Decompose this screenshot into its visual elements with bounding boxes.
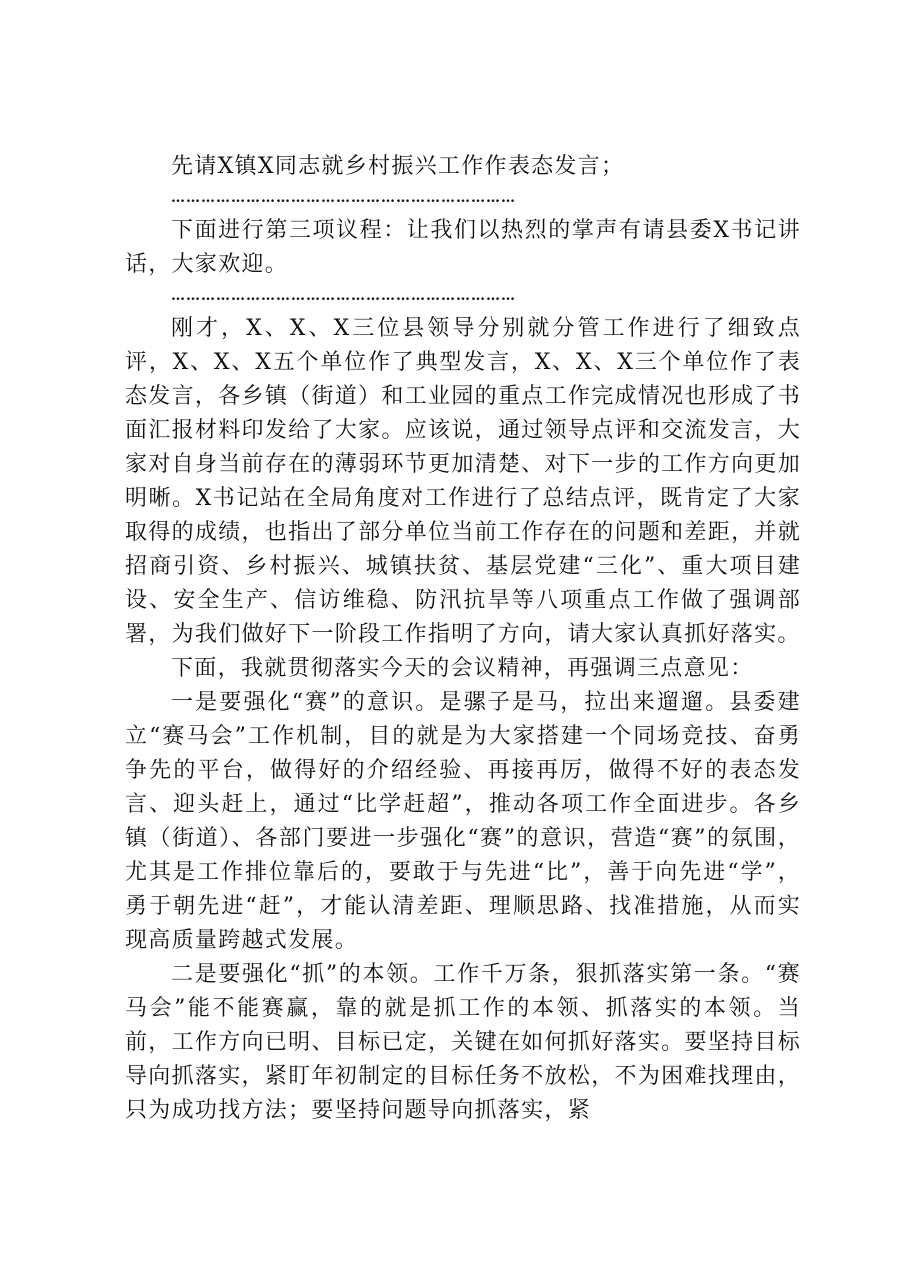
document-body bbox=[125, 150, 801, 1128]
paragraph-point-two: 二是要强化“抓”的本领。工作千万条，狠抓落实第一条。“赛马会”能不能赛赢，靠的就是抓工作的本领、抓落实的本领。当前，工作方向已明、目标已定，关键在如何抓好落实。要坚持目标导向抓落实，紧盯年初制定的目标任务不放松，不为困难找理由，只为成功找方法；要坚持问题导向抓落实，紧 bbox=[125, 962, 801, 1123]
paragraph-speech-arrangement: 先请X镇X同志就乡村振兴工作作表态发言； bbox=[171, 154, 625, 179]
paragraph-summary-review: 刚才，X、X、X三位县领导分别就分管工作进行了细致点评，X、X、X五个单位作了典型发言，X、X、X三个单位作了表态发言，各乡镇（街道）和工业园的重点工作完成情况也形成了书面汇报材料印发给了大家。应该说，通过领导点评和交流发言，大家对自身当前存在的薄弱环节更加清楚、对下一步的工作方向更加明晰。X书记站在全局角度对工作进行了总结点评，既肯定了大家取得的成绩，也指出了部分单位当前工作存在的问题和差距，并就招商引资、乡村振兴、城镇扶贫、基层党建“三化”、重大项目建设、安全生产、信访维稳、防汛抗旱等八项重点工作做了强调部署，为我们做好下一阶段工作指明了方向，请大家认真抓好落实。 bbox=[125, 316, 801, 647]
separator-dots: …………………………………………………………… bbox=[171, 190, 516, 206]
paragraph-three-points-intro: 下面，我就贯彻落实今天的会议精神，再强调三点意见： bbox=[171, 656, 754, 681]
paragraph-agenda-third-item: 下面进行第三项议程：让我们以热烈的掌声有请县委X书记讲话，大家欢迎。 bbox=[125, 218, 801, 277]
paragraph-point-one: 一是要强化“赛”的意识。是骡子是马，拉出来遛遛。县委建立“赛马会”工作机制，目的就是为大家搭建一个同场竞技、奋勇争先的平台，做得好的介绍经验、再接再厉，做得不好的表态发言、迎头赶上，通过“比学赶超”，推动各项工作全面进步。各乡镇（街道）、各部门要进一步强化“赛”的意识，营造“赛”的氛围，尤其是工作排位靠后的，要敢于与先进“比”，善于向先进“学”，勇于朝先进“赶”，才能认清差距、理顺思路、找准措施，从而实现高质量跨越式发展。 bbox=[125, 690, 801, 953]
separator-dots: …………………………………………………………… bbox=[171, 288, 516, 304]
